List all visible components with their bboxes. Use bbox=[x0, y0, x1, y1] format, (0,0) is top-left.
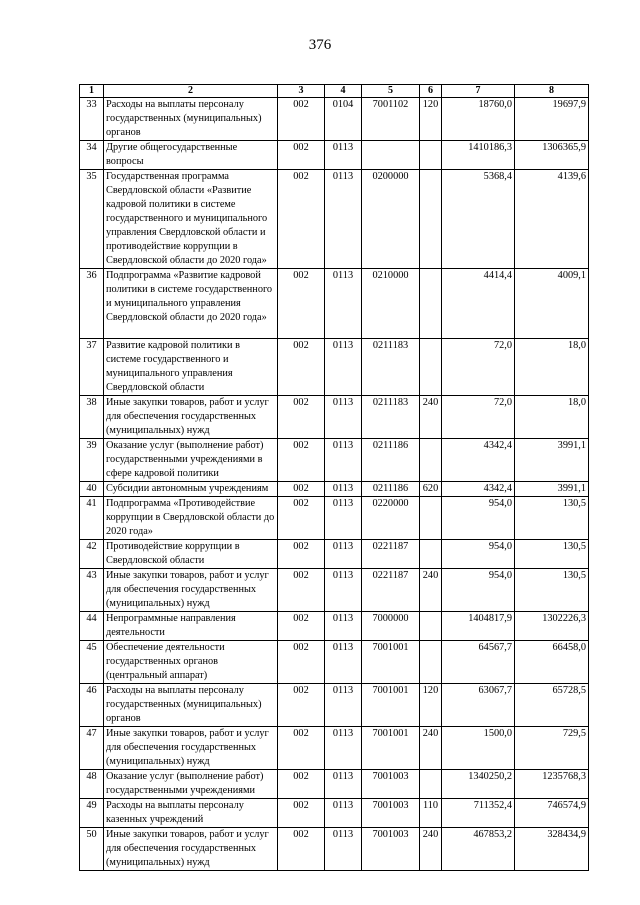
row-number: 50 bbox=[80, 828, 104, 871]
row-expense-type: 120 bbox=[420, 98, 442, 141]
column-header: 5 bbox=[362, 85, 420, 98]
row-admin-code: 002 bbox=[278, 482, 325, 497]
row-target-code: 7001102 bbox=[362, 98, 420, 141]
row-amount-2: 746574,9 bbox=[515, 799, 589, 828]
row-expense-type bbox=[420, 141, 442, 170]
row-target-code: 7001003 bbox=[362, 799, 420, 828]
row-name: Противодействие коррупции в Свердловской области bbox=[104, 540, 278, 569]
row-admin-code: 002 bbox=[278, 641, 325, 684]
row-amount-1: 72,0 bbox=[442, 396, 515, 439]
row-admin-code: 002 bbox=[278, 612, 325, 641]
row-amount-1: 954,0 bbox=[442, 497, 515, 540]
row-section-code: 0113 bbox=[325, 569, 362, 612]
row-number: 33 bbox=[80, 98, 104, 141]
row-target-code: 0221187 bbox=[362, 569, 420, 612]
row-number: 36 bbox=[80, 269, 104, 339]
row-target-code: 0200000 bbox=[362, 170, 420, 269]
row-name: Развитие кадровой политики в системе государственного и муниципального управления Свердловской области bbox=[104, 339, 278, 396]
row-admin-code: 002 bbox=[278, 770, 325, 799]
row-section-code: 0113 bbox=[325, 540, 362, 569]
row-admin-code: 002 bbox=[278, 799, 325, 828]
row-name: Обеспечение деятельности государственных органов (центральный аппарат) bbox=[104, 641, 278, 684]
row-amount-1: 4414,4 bbox=[442, 269, 515, 339]
row-admin-code: 002 bbox=[278, 269, 325, 339]
row-amount-1: 1410186,3 bbox=[442, 141, 515, 170]
row-admin-code: 002 bbox=[278, 170, 325, 269]
row-target-code: 0220000 bbox=[362, 497, 420, 540]
row-amount-2: 18,0 bbox=[515, 339, 589, 396]
column-header: 7 bbox=[442, 85, 515, 98]
row-number: 35 bbox=[80, 170, 104, 269]
column-header: 1 bbox=[80, 85, 104, 98]
row-number: 42 bbox=[80, 540, 104, 569]
row-name: Иные закупки товаров, работ и услуг для обеспечения государственных (муниципальных) нужд bbox=[104, 396, 278, 439]
row-target-code: 0221187 bbox=[362, 540, 420, 569]
row-target-code: 0211183 bbox=[362, 339, 420, 396]
row-expense-type: 240 bbox=[420, 727, 442, 770]
row-expense-type bbox=[420, 612, 442, 641]
row-expense-type bbox=[420, 497, 442, 540]
row-amount-2: 19697,9 bbox=[515, 98, 589, 141]
row-amount-2: 65728,5 bbox=[515, 684, 589, 727]
table-body bbox=[80, 98, 589, 871]
table-row bbox=[80, 770, 589, 799]
row-target-code: 7001001 bbox=[362, 641, 420, 684]
row-amount-1: 711352,4 bbox=[442, 799, 515, 828]
row-number: 37 bbox=[80, 339, 104, 396]
row-expense-type: 110 bbox=[420, 799, 442, 828]
row-section-code: 0113 bbox=[325, 170, 362, 269]
row-amount-2: 130,5 bbox=[515, 497, 589, 540]
row-name: Подпрограмма «Развитие кадровой политики в системе государственного и муниципального управления Свердловской области до 2020 года» bbox=[104, 269, 278, 339]
table-row bbox=[80, 339, 589, 396]
header-row bbox=[80, 85, 589, 98]
row-amount-2: 328434,9 bbox=[515, 828, 589, 871]
row-amount-1: 63067,7 bbox=[442, 684, 515, 727]
row-admin-code: 002 bbox=[278, 727, 325, 770]
row-target-code: 7001001 bbox=[362, 727, 420, 770]
row-amount-1: 5368,4 bbox=[442, 170, 515, 269]
row-amount-1: 1340250,2 bbox=[442, 770, 515, 799]
row-number: 47 bbox=[80, 727, 104, 770]
row-amount-2: 18,0 bbox=[515, 396, 589, 439]
row-section-code: 0113 bbox=[325, 770, 362, 799]
budget-table bbox=[79, 84, 589, 871]
row-number: 45 bbox=[80, 641, 104, 684]
table-row bbox=[80, 497, 589, 540]
page-number: 376 bbox=[308, 37, 332, 53]
row-admin-code: 002 bbox=[278, 339, 325, 396]
row-number: 49 bbox=[80, 799, 104, 828]
row-expense-type bbox=[420, 439, 442, 482]
column-header: 8 bbox=[515, 85, 589, 98]
row-name: Расходы на выплаты персоналу государственных (муниципальных) органов bbox=[104, 684, 278, 727]
row-amount-2: 1235768,3 bbox=[515, 770, 589, 799]
row-amount-1: 72,0 bbox=[442, 339, 515, 396]
row-amount-2: 4139,6 bbox=[515, 170, 589, 269]
table-row bbox=[80, 828, 589, 871]
row-number: 46 bbox=[80, 684, 104, 727]
row-amount-2: 66458,0 bbox=[515, 641, 589, 684]
row-section-code: 0113 bbox=[325, 482, 362, 497]
row-section-code: 0113 bbox=[325, 439, 362, 482]
row-number: 44 bbox=[80, 612, 104, 641]
table-row bbox=[80, 799, 589, 828]
row-section-code: 0113 bbox=[325, 339, 362, 396]
table-row bbox=[80, 439, 589, 482]
row-amount-2: 729,5 bbox=[515, 727, 589, 770]
row-target-code: 0210000 bbox=[362, 269, 420, 339]
row-target-code: 7000000 bbox=[362, 612, 420, 641]
row-name: Расходы на выплаты персоналу казенных учреждений bbox=[104, 799, 278, 828]
row-section-code: 0113 bbox=[325, 497, 362, 540]
column-header: 6 bbox=[420, 85, 442, 98]
table-row bbox=[80, 98, 589, 141]
row-name: Субсидии автономным учреждениям bbox=[104, 482, 278, 497]
row-amount-1: 18760,0 bbox=[442, 98, 515, 141]
row-amount-1: 954,0 bbox=[442, 569, 515, 612]
table-row bbox=[80, 269, 589, 339]
row-target-code: 0211186 bbox=[362, 482, 420, 497]
row-amount-1: 4342,4 bbox=[442, 482, 515, 497]
row-expense-type: 120 bbox=[420, 684, 442, 727]
row-amount-2: 4009,1 bbox=[515, 269, 589, 339]
row-section-code: 0113 bbox=[325, 396, 362, 439]
row-name: Иные закупки товаров, работ и услуг для обеспечения государственных (муниципальных) нужд bbox=[104, 569, 278, 612]
row-name: Оказание услуг (выполнение работ) государственными учреждениями в сфере кадровой политики bbox=[104, 439, 278, 482]
row-section-code: 0113 bbox=[325, 612, 362, 641]
row-admin-code: 002 bbox=[278, 439, 325, 482]
column-header: 3 bbox=[278, 85, 325, 98]
row-amount-2: 130,5 bbox=[515, 540, 589, 569]
row-amount-2: 3991,1 bbox=[515, 439, 589, 482]
row-expense-type: 240 bbox=[420, 569, 442, 612]
table-row bbox=[80, 396, 589, 439]
row-expense-type: 240 bbox=[420, 396, 442, 439]
row-section-code: 0113 bbox=[325, 684, 362, 727]
row-amount-2: 1302226,3 bbox=[515, 612, 589, 641]
row-amount-2: 3991,1 bbox=[515, 482, 589, 497]
row-amount-1: 1404817,9 bbox=[442, 612, 515, 641]
row-target-code: 7001003 bbox=[362, 828, 420, 871]
row-section-code: 0104 bbox=[325, 98, 362, 141]
row-admin-code: 002 bbox=[278, 98, 325, 141]
table-row bbox=[80, 540, 589, 569]
row-expense-type bbox=[420, 339, 442, 396]
table-row bbox=[80, 727, 589, 770]
row-admin-code: 002 bbox=[278, 497, 325, 540]
table-row bbox=[80, 170, 589, 269]
row-name: Оказание услуг (выполнение работ) государственными учреждениями bbox=[104, 770, 278, 799]
row-number: 41 bbox=[80, 497, 104, 540]
row-admin-code: 002 bbox=[278, 569, 325, 612]
row-section-code: 0113 bbox=[325, 727, 362, 770]
row-number: 39 bbox=[80, 439, 104, 482]
row-amount-1: 467853,2 bbox=[442, 828, 515, 871]
row-expense-type: 240 bbox=[420, 828, 442, 871]
row-name: Расходы на выплаты персоналу государственных (муниципальных) органов bbox=[104, 98, 278, 141]
table-row bbox=[80, 641, 589, 684]
table-row bbox=[80, 684, 589, 727]
row-amount-1: 4342,4 bbox=[442, 439, 515, 482]
row-admin-code: 002 bbox=[278, 396, 325, 439]
row-expense-type bbox=[420, 540, 442, 569]
row-target-code: 0211183 bbox=[362, 396, 420, 439]
row-target-code: 0211186 bbox=[362, 439, 420, 482]
row-number: 40 bbox=[80, 482, 104, 497]
row-number: 48 bbox=[80, 770, 104, 799]
row-name: Иные закупки товаров, работ и услуг для обеспечения государственных (муниципальных) нужд bbox=[104, 727, 278, 770]
table-row bbox=[80, 612, 589, 641]
row-number: 43 bbox=[80, 569, 104, 612]
row-name: Непрограммные направления деятельности bbox=[104, 612, 278, 641]
row-admin-code: 002 bbox=[278, 540, 325, 569]
row-target-code bbox=[362, 141, 420, 170]
row-admin-code: 002 bbox=[278, 141, 325, 170]
row-amount-1: 954,0 bbox=[442, 540, 515, 569]
row-amount-2: 1306365,9 bbox=[515, 141, 589, 170]
row-section-code: 0113 bbox=[325, 828, 362, 871]
row-expense-type bbox=[420, 641, 442, 684]
row-target-code: 7001003 bbox=[362, 770, 420, 799]
row-expense-type: 620 bbox=[420, 482, 442, 497]
table-row bbox=[80, 569, 589, 612]
row-number: 38 bbox=[80, 396, 104, 439]
row-expense-type bbox=[420, 269, 442, 339]
row-name: Подпрограмма «Противодействие коррупции в Свердловской области до 2020 года» bbox=[104, 497, 278, 540]
row-admin-code: 002 bbox=[278, 828, 325, 871]
row-admin-code: 002 bbox=[278, 684, 325, 727]
row-section-code: 0113 bbox=[325, 641, 362, 684]
row-target-code: 7001001 bbox=[362, 684, 420, 727]
row-section-code: 0113 bbox=[325, 799, 362, 828]
row-section-code: 0113 bbox=[325, 269, 362, 339]
column-header: 4 bbox=[325, 85, 362, 98]
row-amount-1: 64567,7 bbox=[442, 641, 515, 684]
table-row bbox=[80, 482, 589, 497]
row-expense-type bbox=[420, 770, 442, 799]
row-amount-1: 1500,0 bbox=[442, 727, 515, 770]
row-section-code: 0113 bbox=[325, 141, 362, 170]
row-expense-type bbox=[420, 170, 442, 269]
table-row bbox=[80, 141, 589, 170]
column-header: 2 bbox=[104, 85, 278, 98]
row-number: 34 bbox=[80, 141, 104, 170]
row-name: Государственная программа Свердловской области «Развитие кадровой политики в системе государственного и муниципального управления Свердловской области и противодействие коррупции в Свердловской области до 2020 года» bbox=[104, 170, 278, 269]
row-name: Другие общегосударственные вопросы bbox=[104, 141, 278, 170]
row-name: Иные закупки товаров, работ и услуг для обеспечения государственных (муниципальных) нужд bbox=[104, 828, 278, 871]
row-amount-2: 130,5 bbox=[515, 569, 589, 612]
